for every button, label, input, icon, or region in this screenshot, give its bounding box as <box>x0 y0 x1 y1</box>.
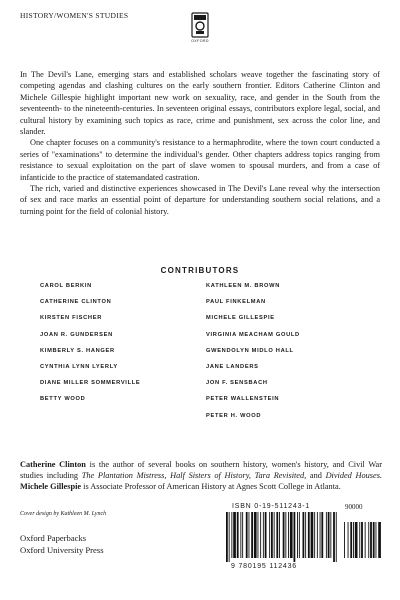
barcode-bar <box>294 512 296 562</box>
oxford-crest-icon <box>191 12 209 38</box>
publisher-info <box>20 532 104 556</box>
barcode-bar <box>271 512 273 558</box>
barcode-bar <box>365 522 366 558</box>
barcode-bar <box>276 512 278 558</box>
barcode-bar <box>283 512 285 558</box>
bio-text: is Associate Professor of American History at Agnes Scott College in Atlanta. <box>81 482 341 492</box>
barcode-bar <box>288 512 289 558</box>
barcode-bar <box>240 512 241 558</box>
contributor-name: BETTY WOOD <box>40 396 86 403</box>
contributors-heading: CONTRIBUTORS <box>160 266 240 275</box>
bio-text: is the author of several books on southern history, women's history, and Civil War studies including <box>20 460 382 481</box>
barcode-bar <box>285 512 286 558</box>
contributor-name: JON F. SENSBACH <box>206 380 268 387</box>
barcode-bar <box>290 512 293 558</box>
barcode-image <box>224 512 384 562</box>
contributor-name: JOAN R. GUNDERSEN <box>40 331 113 338</box>
barcode-bar <box>274 512 275 558</box>
publisher-name: Oxford University Press <box>20 545 104 555</box>
barcode-bar <box>233 512 236 558</box>
book-titles: The Plantation Mistress, Half Sisters of History, Tara Revisited, <box>81 471 307 481</box>
barcode-bar <box>279 512 280 558</box>
barcode-bar <box>368 522 369 558</box>
contributor-name: KIMBERLY S. HANGER <box>40 347 115 354</box>
barcode-bar <box>260 512 261 558</box>
description-paragraph-2: One chapter focuses on a community's resistance to a hermaphrodite, where the town court conducted a series of "examinations" to determine the individual's gender. Other chapters address topics ranging from resistance to sexual exploitation on the part of slave women to spousal murders, and from a case of infanticide to the practice of statemandated castration. <box>20 138 380 182</box>
contributors-left-column <box>40 283 140 413</box>
contributor-name: PETER H. WOOD <box>206 412 262 419</box>
barcode-bar <box>254 512 257 558</box>
category-label: HISTORY/WOMEN'S STUDIES <box>20 11 129 20</box>
barcode-bar <box>344 522 345 558</box>
barcode-bar <box>231 512 232 558</box>
barcode-bar <box>336 512 337 562</box>
contributor-name: KIRSTEN FISCHER <box>40 315 103 322</box>
contributor-name: MICHELE GILLESPIE <box>206 315 275 322</box>
barcode-bar <box>314 512 315 558</box>
barcode-bar <box>370 522 372 558</box>
barcode-bar <box>321 512 323 558</box>
author-name: Michele Gillespie <box>20 482 82 492</box>
barcode-bar <box>249 512 250 558</box>
author-bio <box>20 459 382 493</box>
barcode-bar <box>361 522 363 558</box>
barcode-bar <box>350 522 352 558</box>
barcode-bar <box>353 522 354 558</box>
contributor-name: PETER WALLENSTEIN <box>206 396 280 403</box>
barcode-bar <box>376 522 377 558</box>
oxford-logo <box>188 12 212 48</box>
contributor-name: VIRGINIA MEACHAM GOULD <box>206 331 300 338</box>
logo-text: OXFORD <box>191 39 209 43</box>
barcode-bar <box>269 512 270 558</box>
contributor-name: CYNTHIA LYNN LYERLY <box>40 363 118 370</box>
contributors-right-column <box>206 283 300 429</box>
barcode-bar <box>373 522 375 558</box>
barcode-bar <box>355 522 358 558</box>
bio-text: and <box>306 471 326 481</box>
barcode-bar <box>333 512 335 562</box>
barcode-bar <box>265 512 267 558</box>
barcode-bar <box>258 512 259 558</box>
barcode-bar <box>359 522 360 558</box>
description <box>20 69 380 217</box>
barcode-bar <box>317 512 318 558</box>
description-paragraph-3: The rich, varied and distinctive experiences showcased in The Devil's Lane reveal why the intersection of sex and race marks an essential point of departure for understanding southern social relations, and a turning point for the field of colonial history. <box>20 184 380 216</box>
barcode-bar <box>242 512 243 558</box>
author-name: Catherine Clinton <box>20 460 86 469</box>
barcode-bar <box>303 512 305 558</box>
barcode-bar <box>226 512 228 562</box>
barcode-bar <box>246 512 248 558</box>
barcode-bar <box>263 512 264 558</box>
barcode-bar <box>311 512 314 558</box>
isbn-label: ISBN 0-19-511243-1 <box>232 503 311 510</box>
isbn-digits: 9 780195 112436 <box>231 563 297 570</box>
barcode-bar <box>330 512 331 558</box>
contributor-name: DIANE MILLER SOMMERVILLE <box>40 380 141 387</box>
contributor-name: CATHERINE CLINTON <box>40 299 112 306</box>
imprint-name: Oxford Paperbacks <box>20 533 87 543</box>
barcode-bar <box>378 522 381 558</box>
barcode-bar <box>328 512 330 558</box>
barcode-bar <box>320 512 321 558</box>
contributor-name: JANE LANDERS <box>206 363 259 370</box>
contributor-name: KATHLEEN M. BROWN <box>206 283 281 289</box>
barcode-bar <box>308 512 310 558</box>
barcode-bar <box>348 522 349 558</box>
barcode-bar <box>326 512 327 558</box>
description-paragraph-1: In The Devil's Lane, emerging stars and established scholars weave together the fascinating story of competing agendas and clashing cultures on the early southern frontier. Editors Catherine Clinton and Michele Gillespie highlight important new work on sexuality, race, and gender in the South from the seventeenth- to the nineteenth-centuries. In seventeen original essays, contributors explore legal, social, and cultural history by examining such topics as race, crime and punishment, sex across the color line, and slander. <box>20 70 380 137</box>
barcode-bar <box>297 512 298 558</box>
barcode-bar <box>237 512 239 558</box>
cover-design-credit: Cover design by Kathleen M. Lynch <box>20 511 107 517</box>
barcode-bar <box>229 512 230 562</box>
contributor-name: PAUL FINKELMAN <box>206 299 266 306</box>
price-code: 90000 <box>345 503 363 511</box>
barcode-bar <box>299 512 300 558</box>
contributor-name: GWENDOLYN MIDLO HALL <box>206 347 294 354</box>
contributor-name: CAROL BERKIN <box>40 283 92 289</box>
barcode-bar <box>251 512 253 558</box>
barcode-bar <box>305 512 306 558</box>
book-title: Divided Houses. <box>325 471 383 481</box>
